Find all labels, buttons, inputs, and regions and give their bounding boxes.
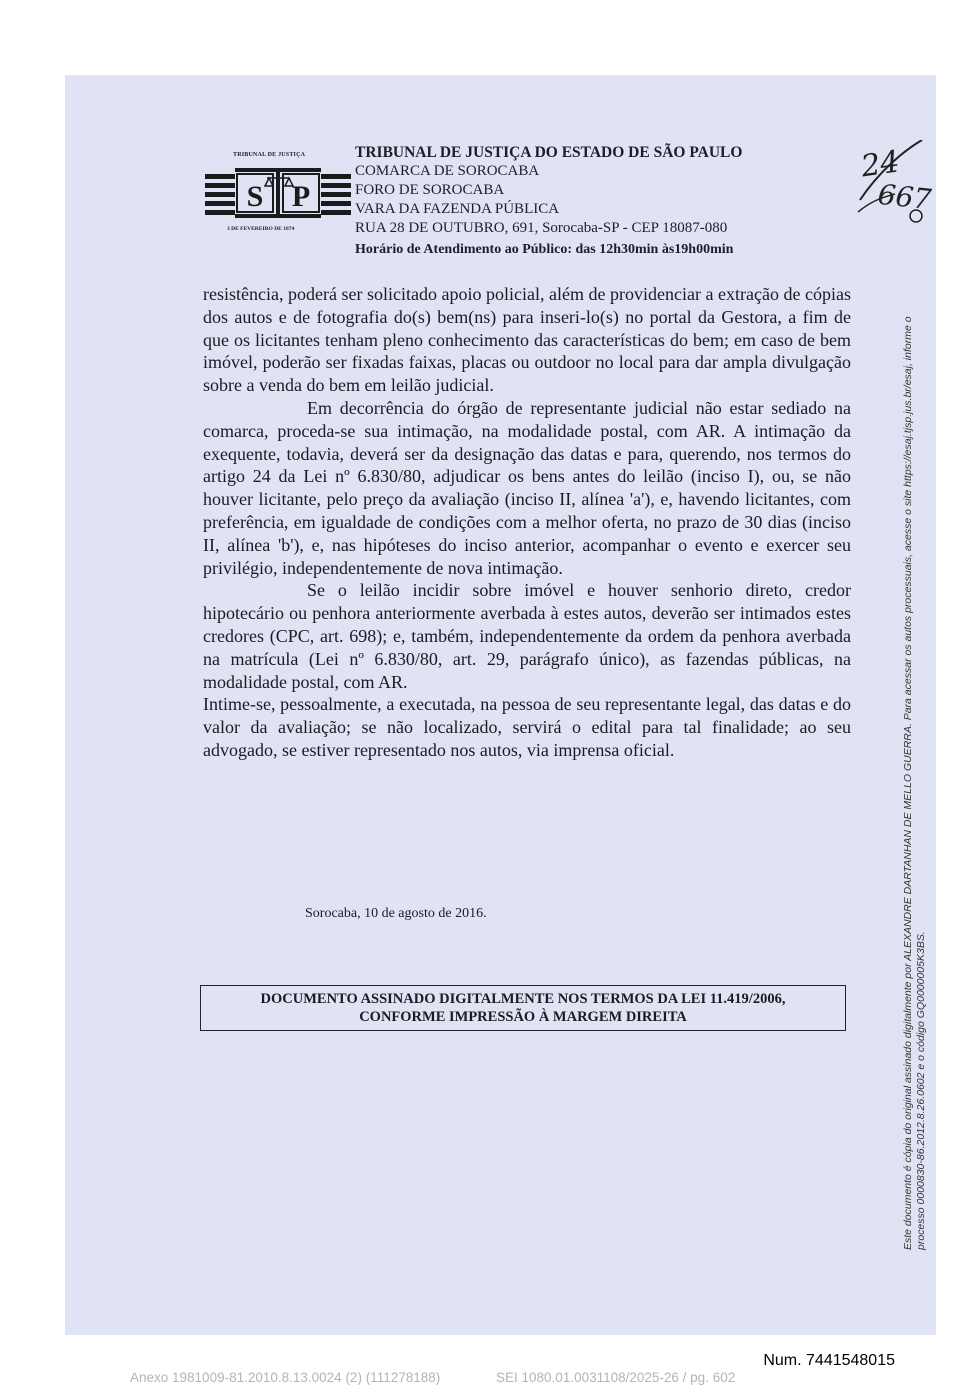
- document-number: Num. 7441548015: [763, 1352, 895, 1369]
- margin-authentication-note: [902, 170, 928, 1250]
- digital-signature-notice: [200, 985, 846, 1031]
- logo-emblem: [205, 152, 351, 234]
- margin-note-line: Este documento é cópia do original assinado digitalmente por ALEXANDRE DARTANHAN DE MELLO GUERRA. Para acessar os autos processuais, acesse o site https://esaj.tjsp.jus.br/esaj, informe o: [902, 316, 914, 1250]
- vara-line: VARA DA FAZENDA PÚBLICA: [355, 201, 560, 217]
- logo-letter-p: P: [291, 180, 311, 213]
- logo-letter-s: S: [246, 180, 264, 213]
- document-header: [355, 143, 742, 259]
- paragraph: Em decorrência do órgão de representante judicial não estar sediado na comarca, proceda-se sua intimação, na modalidade postal, com AR. A intimação da exequente, todavia, deverá ser da designação das datas e para, querendo, nos termos do artigo 24 da Lei nº 6.830/80, adjudicar os bens antes do leilão (inciso I), ou, se não houver licitante, pelo preço da avaliação (inciso II, alínea 'a'), e, havendo licitantes, com preferência, em igualdade de condições com a melhor oferta, no prazo de 30 dias (inciso II, alínea 'b'), e, nas hipóteses do inciso anterior, acompanhar o evento e exercer seu privilégio, independentemente de nova intimação.: [203, 397, 851, 578]
- footer-annex: Anexo 1981009-81.2010.8.13.0024 (2) (111278188): [130, 1370, 441, 1385]
- sheet-number-upper: 24: [858, 144, 902, 185]
- paragraph: resistência, poderá ser solicitado apoio policial, além de providenciar a extração de cópias dos autos e de fotografia do(s) bem(ns) para inseri-lo(s) no portal da Gestora, a fim de que os licitantes tenham pleno conhecimento das características do bem; em caso de bem imóvel, poderão ser fixadas faixas, placas ou outdoor no local para dar ampla divulgação sobre a venda do bem em leilão judicial.: [203, 284, 851, 396]
- signature-notice-line: DOCUMENTO ASSINADO DIGITALMENTE NOS TERMOS DA LEI 11.419/2006,: [260, 991, 786, 1007]
- foro-line: FORO DE SOROCABA: [355, 182, 505, 198]
- comarca-line: COMARCA DE SOROCABA: [355, 163, 540, 179]
- decision-body: [203, 283, 851, 762]
- margin-note-line: processo 0000830-86.2012.8.26.0602 e o código GQ0000005K3BS.: [915, 931, 927, 1250]
- office-hours: Horário de Atendimento ao Público: das 12h30min às19h00min: [355, 242, 734, 257]
- sheet-number-lower: 667: [876, 177, 933, 217]
- footer-sei: SEI 1080.01.0031108/2025-26 / pg. 602: [496, 1370, 736, 1385]
- page-footer: [130, 1370, 787, 1385]
- court-name: TRIBUNAL DE JUSTIÇA DO ESTADO DE SÃO PAULO: [355, 144, 743, 161]
- paragraph: Se o leilão incidir sobre imóvel e houver senhorio direto, credor hipotecário ou penhora anteriormente averbada à estes autos, deverão ser intimados estes credores (CPC, art. 698); e, também, independentemente da ordem da penhora averbada na matrícula (Lei nº 6.830/80, art. 29, parágrafo único), as fazendas públicas, na modalidade postal, com AR.: [203, 580, 851, 692]
- logo-top-text: TRIBUNAL DE JUSTIÇA: [233, 152, 306, 158]
- address-line: RUA 28 DE OUTUBRO, 691, Sorocaba-SP - CEP 18087-080: [355, 220, 728, 236]
- court-logo: [205, 152, 351, 234]
- document-date: Sorocaba, 10 de agosto de 2016.: [305, 906, 487, 921]
- logo-bottom-text: 3 DE FEVEREIRO DE 1874: [227, 226, 295, 232]
- paragraph: Intime-se, pessoalmente, a executada, na pessoa de seu representante legal, das datas e do valor da avaliação; se não localizado, servirá o edital para tal finalidade; ao seu advogado, se estiver representado nos autos, via imprensa oficial.: [203, 694, 851, 760]
- signature-notice-line: CONFORME IMPRESSÃO À MARGEM DIREITA: [359, 1009, 687, 1025]
